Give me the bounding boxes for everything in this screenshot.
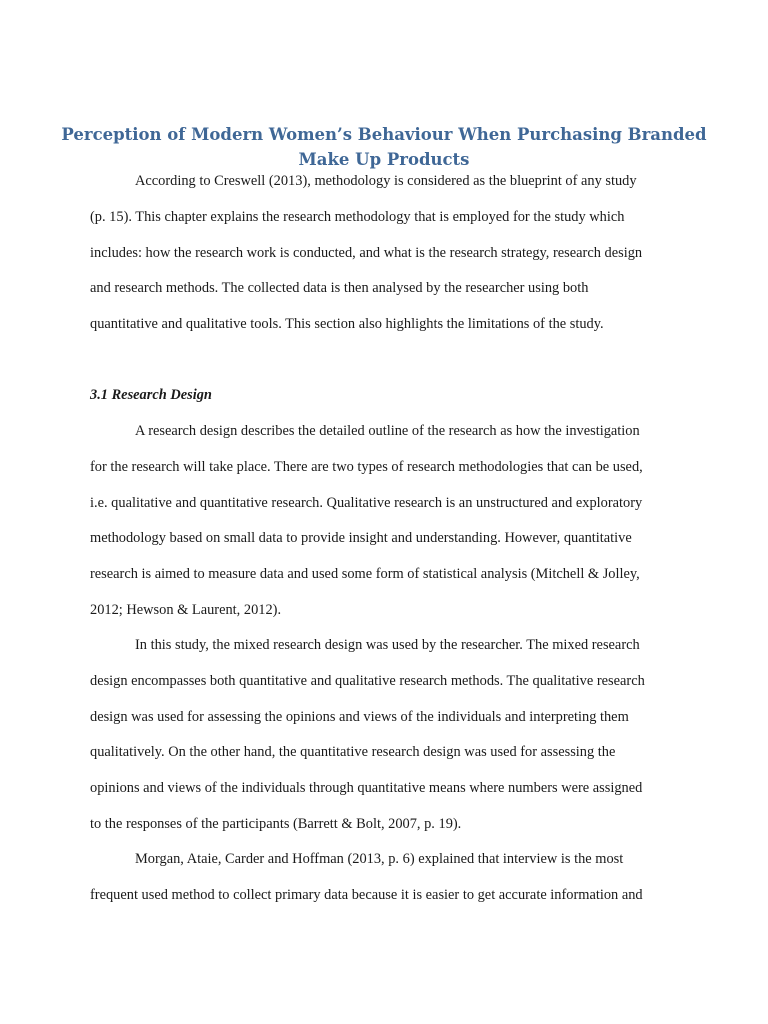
section-heading: 3.1 Research Design bbox=[90, 387, 212, 403]
text-line: quantitative and qualitative tools. This section also highlights the limitations of the study. bbox=[90, 316, 604, 333]
text-line: According to Creswell (2013), methodology is considered as the blueprint of any study bbox=[135, 173, 637, 189]
document-title: Perception of Modern Women’s Behaviour When Purchasing Branded Make Up Products bbox=[61, 125, 707, 169]
text-line: i.e. qualitative and quantitative research. Qualitative research is an unstructured and exploratory bbox=[90, 494, 643, 511]
section-paragraph-3 bbox=[90, 842, 680, 914]
intro-paragraph bbox=[90, 164, 680, 343]
text-line: frequent used method to collect primary data because it is easier to get accurate information and bbox=[90, 886, 643, 903]
text-line: design was used for assessing the opinions and views of the individuals and interpreting them bbox=[90, 708, 629, 725]
text-line: design encompasses both quantitative and qualitative research methods. The qualitative research bbox=[90, 672, 645, 689]
text-line: 2012; Hewson & Laurent, 2012). bbox=[90, 601, 282, 618]
text-line: opinions and views of the individuals through quantitative means where numbers were assigned bbox=[90, 780, 643, 797]
text-line: (p. 15). This chapter explains the research methodology that is employed for the study which bbox=[90, 208, 625, 225]
text-line: In this study, the mixed research design was used by the researcher. The mixed research bbox=[135, 637, 640, 653]
section-paragraph-2 bbox=[90, 628, 680, 843]
section-paragraph-1 bbox=[90, 414, 680, 629]
text-line: A research design describes the detailed outline of the research as how the investigation bbox=[135, 423, 640, 439]
text-line: research is aimed to measure data and used some form of statistical analysis (Mitchell & Jolley, bbox=[90, 566, 640, 583]
text-line: for the research will take place. There are two types of research methodologies that can be used, bbox=[90, 458, 643, 475]
text-line: to the responses of the participants (Barrett & Bolt, 2007, p. 19). bbox=[90, 815, 462, 832]
text-line: and research methods. The collected data is then analysed by the researcher using both bbox=[90, 280, 589, 297]
text-line: includes: how the research work is conducted, and what is the research strategy, research design bbox=[90, 244, 643, 261]
text-line: qualitatively. On the other hand, the quantitative research design was used for assessing the bbox=[90, 744, 616, 761]
text-line: Morgan, Ataie, Carder and Hoffman (2013, p. 6) explained that interview is the most bbox=[135, 851, 624, 867]
text-line: methodology based on small data to provide insight and understanding. However, quantitative bbox=[90, 530, 632, 547]
